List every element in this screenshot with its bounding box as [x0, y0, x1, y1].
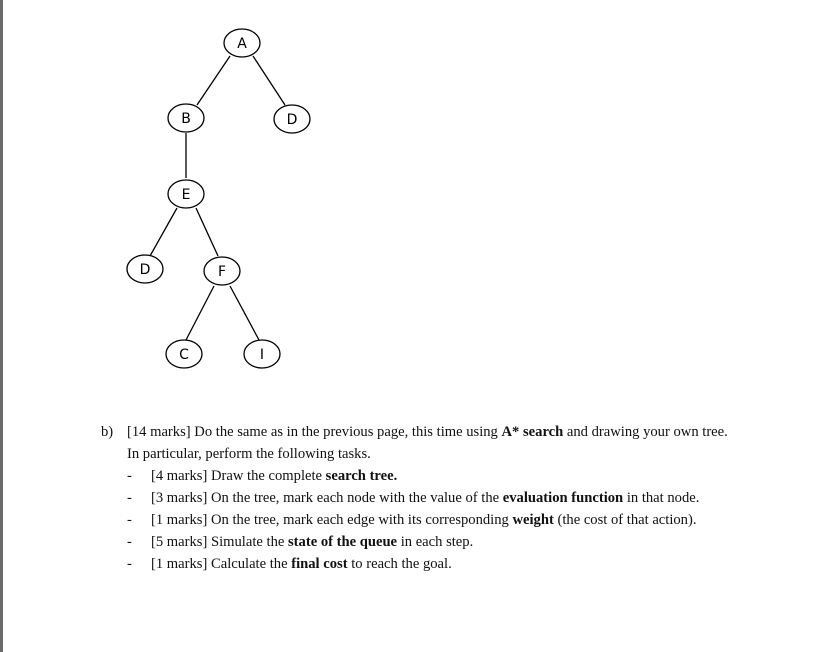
- tree-edge-f-c: [186, 286, 214, 340]
- question-number: b): [101, 424, 114, 440]
- task-text-post: to reach the goal.: [347, 556, 452, 572]
- task-text-pre: [1 marks] Calculate the: [151, 556, 292, 572]
- intro-text-pre: [14 marks] Do the same as in the previous page, this time using: [127, 424, 502, 440]
- tree-node-label: A: [237, 36, 247, 52]
- task-bullet: -: [127, 512, 132, 528]
- task-text-pre: [1 marks] On the tree, mark each edge with its corresponding: [151, 512, 513, 528]
- task-item: [127, 509, 741, 531]
- task-bullet: -: [127, 468, 132, 484]
- intro-text-post: and drawing your own tree. In particular, perform the following tasks.: [127, 424, 728, 462]
- task-text-post: in that node.: [623, 490, 700, 506]
- tree-node-c: [166, 340, 202, 368]
- tree-node-d-left: [127, 255, 163, 283]
- tree-node-a: [224, 29, 260, 57]
- tree-node-f: [204, 257, 240, 285]
- task-text-pre: [3 marks] On the tree, mark each node with the value of the: [151, 490, 503, 506]
- task-item: [127, 465, 741, 487]
- tree-node-i: [244, 340, 280, 368]
- task-item: [127, 553, 741, 575]
- tree-node-label: F: [217, 264, 227, 280]
- tree-node-label: E: [181, 187, 191, 203]
- tree-node-label: C: [179, 347, 189, 363]
- task-text-bold: evaluation function: [502, 490, 624, 506]
- tree-edge-e-f: [196, 208, 218, 256]
- tree-edge-e-d: [150, 208, 177, 256]
- task-bullet: -: [127, 490, 132, 506]
- tree-node-label: D: [139, 262, 151, 278]
- question-intro: [101, 421, 741, 465]
- tree-edge-a-d: [253, 56, 285, 105]
- tree-node-b: [168, 104, 204, 132]
- tree-node-label: B: [181, 111, 191, 127]
- tree-node-label: I: [259, 347, 265, 363]
- task-bullet: -: [127, 534, 132, 550]
- task-item: [127, 531, 741, 553]
- intro-text-bold: A* search: [501, 424, 564, 440]
- tree-edge-f-i: [230, 286, 259, 340]
- tree-node-label: D: [286, 112, 298, 128]
- tree-node-e: [168, 180, 204, 208]
- task-text-post: in each step.: [397, 534, 474, 550]
- question-b: [101, 421, 741, 575]
- task-text-pre: [4 marks] Draw the complete: [151, 468, 326, 484]
- task-text-post: (the cost of that action).: [553, 512, 697, 528]
- task-text-bold: search tree.: [325, 468, 398, 484]
- task-list: [101, 465, 741, 575]
- task-text-bold: state of the queue: [288, 534, 398, 550]
- task-text-bold: weight: [512, 512, 554, 528]
- task-item: [127, 487, 741, 509]
- task-text-pre: [5 marks] Simulate the: [151, 534, 288, 550]
- task-text-bold: final cost: [291, 556, 348, 572]
- tree-node-d-right: [274, 105, 310, 133]
- tree-edge-a-b: [197, 56, 230, 105]
- task-bullet: -: [127, 556, 132, 572]
